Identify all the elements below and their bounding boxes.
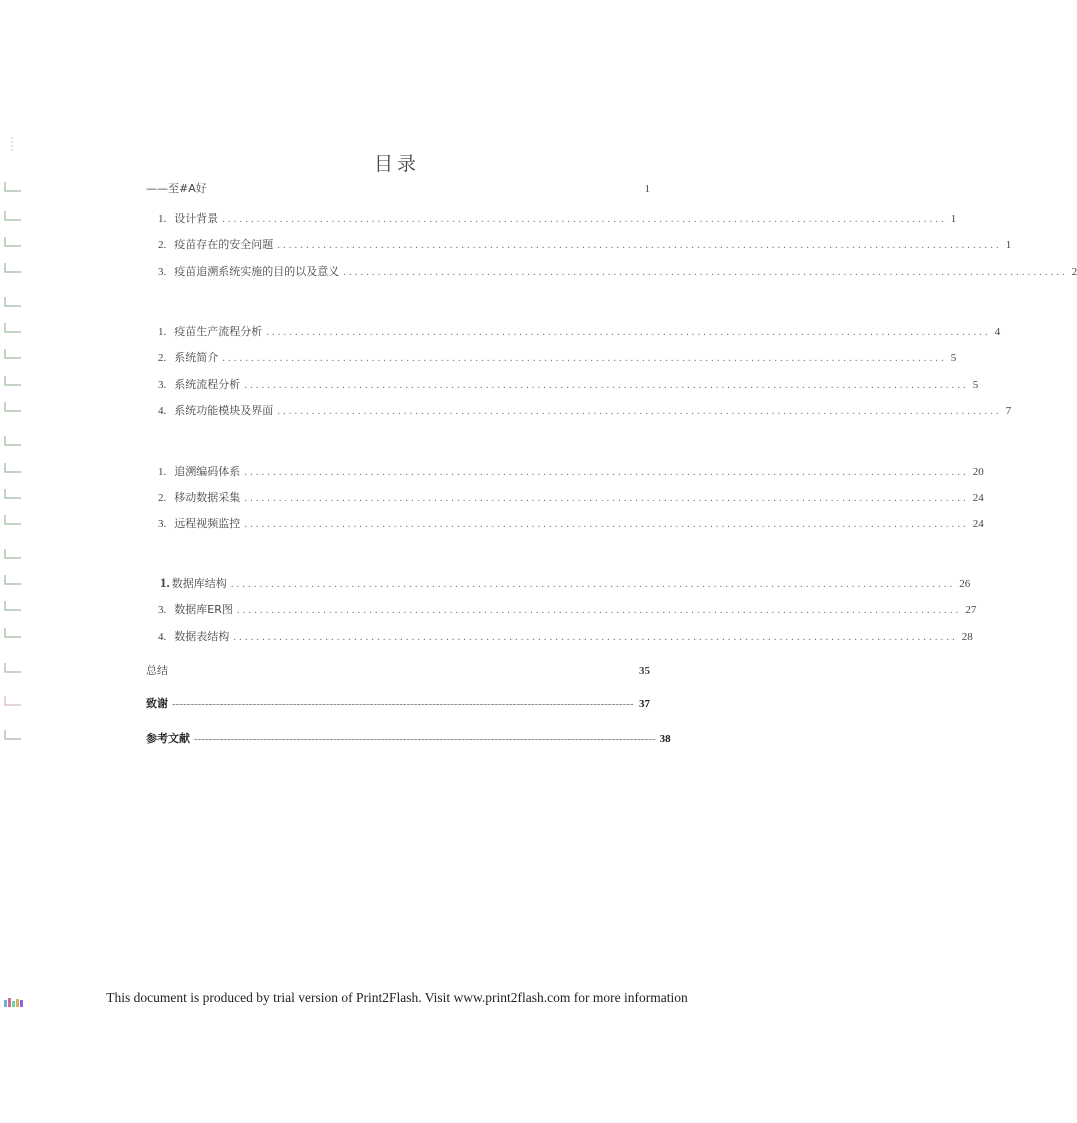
toc-label: 数据表结构 — [174, 630, 230, 643]
margin-marker-icon — [4, 376, 22, 386]
toc-leader: .............................................................................................................................. — [266, 326, 991, 338]
toc-label: 系统流程分析 — [174, 378, 241, 391]
toc-number: 2. — [158, 239, 167, 251]
toc-page: 20 — [972, 466, 984, 478]
toc-page: 7 — [1005, 405, 1012, 417]
toc-leader: .............................................................................................................................. — [244, 466, 969, 478]
margin-marker-icon — [4, 601, 22, 611]
toc-leader: .............................................................................................................................. — [244, 518, 969, 530]
toc-leader: .............................................................................................................................. — [244, 492, 969, 504]
margin-marker-icon — [4, 463, 22, 473]
toc-number: 1. — [158, 466, 167, 478]
toc-leader — [172, 665, 635, 677]
margin-marker-icon — [4, 323, 22, 333]
toc-number: 2. — [158, 352, 167, 364]
toc-page: 24 — [972, 518, 984, 530]
margin-marker-icon — [4, 182, 22, 192]
toc-leader — [211, 183, 641, 195]
toc-label: 追溯编码体系 — [174, 465, 241, 478]
margin-marker-icon — [4, 297, 22, 307]
margin-marker-icon — [4, 489, 22, 499]
toc-number: 1. — [158, 213, 167, 225]
toc-page: 2 — [1071, 266, 1077, 278]
toc-entry[interactable] — [158, 402, 1012, 418]
toc-page: 28 — [961, 631, 973, 643]
toc-page: 5 — [950, 352, 957, 364]
margin-marker-icon — [4, 402, 22, 412]
toc-label: 致谢 — [146, 697, 168, 710]
margin-marker-icon — [4, 349, 22, 359]
toc-number: 4. — [158, 405, 167, 417]
toc-page: 1 — [950, 213, 957, 225]
toc-page: 1 — [1005, 239, 1012, 251]
toc-entry[interactable] — [158, 236, 1012, 252]
margin-marker-icon — [4, 696, 22, 706]
margin-marker-icon — [4, 549, 22, 559]
toc-page: 26 — [959, 578, 971, 590]
toc-entry[interactable] — [158, 376, 979, 392]
toc-leader: .............................................................................................................................. — [277, 239, 1002, 251]
toc-label: 总结 — [146, 664, 168, 677]
toc-references[interactable] — [146, 730, 671, 746]
toc-label: 数据库ER图 — [174, 603, 233, 616]
toc-label: 远程视频监控 — [174, 517, 241, 530]
toc-entry[interactable] — [158, 210, 957, 226]
margin-marker-icon — [4, 436, 22, 446]
toc-label: 疫苗生产流程分析 — [174, 325, 263, 338]
toc-number: 1. — [158, 326, 167, 338]
toc-leader: .............................................................................................................................. — [277, 405, 1002, 417]
toc-chapter-heading[interactable] — [146, 180, 650, 196]
toc-label: 系统功能模块及界面 — [174, 404, 274, 417]
toc-page: 37 — [639, 698, 650, 710]
toc-page: 27 — [965, 604, 977, 616]
margin-marker-icon — [4, 237, 22, 247]
toc-entry[interactable] — [158, 628, 973, 644]
toc-entry[interactable] — [158, 463, 984, 479]
margin-marker-icon — [4, 515, 22, 525]
toc-page: 35 — [639, 665, 650, 677]
toc-label: 数据库结构 — [171, 577, 227, 590]
toc-label: 疫苗追溯系统实施的目的以及意义 — [174, 265, 340, 278]
toc-entry[interactable] — [158, 263, 1077, 279]
toc-page: 5 — [972, 379, 979, 391]
toc-label: 移动数据采集 — [174, 491, 241, 504]
margin-marker-icon — [4, 575, 22, 585]
toc-number: 3. — [158, 379, 167, 391]
toc-number: 3. — [158, 604, 167, 616]
margin-marker-icon — [4, 211, 22, 221]
toc-number: 3. — [158, 266, 167, 278]
toc-page: 1 — [644, 183, 650, 195]
margin-marker-icon — [4, 628, 22, 638]
toc-leader: .............................................................................................................................. — [236, 604, 962, 616]
toc-page: 4 — [994, 326, 1001, 338]
toc-entry[interactable] — [158, 601, 977, 617]
margin-marker-icon — [4, 730, 22, 740]
toc-entry[interactable] — [158, 489, 984, 505]
toc-leader: ------------------------------------------------------------------------------------------------------------------------------ — [194, 733, 656, 745]
toc-number: 1. — [160, 575, 170, 590]
toc-leader: .............................................................................................................................. — [230, 578, 956, 590]
toc-page: 38 — [659, 733, 671, 745]
toc-label: 设计背景 — [174, 212, 219, 225]
toc-summary[interactable] — [146, 662, 650, 678]
toc-thanks[interactable] — [146, 695, 650, 711]
trial-version-notice: This document is produced by trial version of Print2Flash. Visit www.print2flash.com for more information — [106, 990, 688, 1005]
toc-entry[interactable] — [158, 349, 957, 365]
toc-entry[interactable] — [158, 515, 984, 531]
toc-leader: ------------------------------------------------------------------------------------------------------------------------------ — [172, 698, 634, 710]
toc-label: ——至#A好 — [146, 182, 207, 195]
toc-label: 参考文献 — [146, 732, 190, 745]
toc-entry[interactable] — [158, 323, 1001, 339]
toc-leader: .............................................................................................................................. — [222, 213, 947, 225]
toc-leader: .............................................................................................................................. — [233, 631, 958, 643]
toc-number: 4. — [158, 631, 167, 643]
toc-page: 24 — [972, 492, 984, 504]
margin-marker-icon — [4, 263, 22, 273]
toc-number: 2. — [158, 492, 167, 504]
margin-marker-icon — [4, 663, 22, 673]
toc-label: 系统简介 — [174, 351, 219, 364]
page-title: 目录 — [373, 152, 420, 175]
toc-number: 3. — [158, 518, 167, 530]
toc-leader: .............................................................................................................................. — [343, 266, 1068, 278]
toc-entry[interactable] — [160, 575, 971, 591]
toc-leader: .............................................................................................................................. — [222, 352, 947, 364]
toc-leader: .............................................................................................................................. — [244, 379, 969, 391]
toc-label: 疫苗存在的安全问题 — [174, 238, 274, 251]
